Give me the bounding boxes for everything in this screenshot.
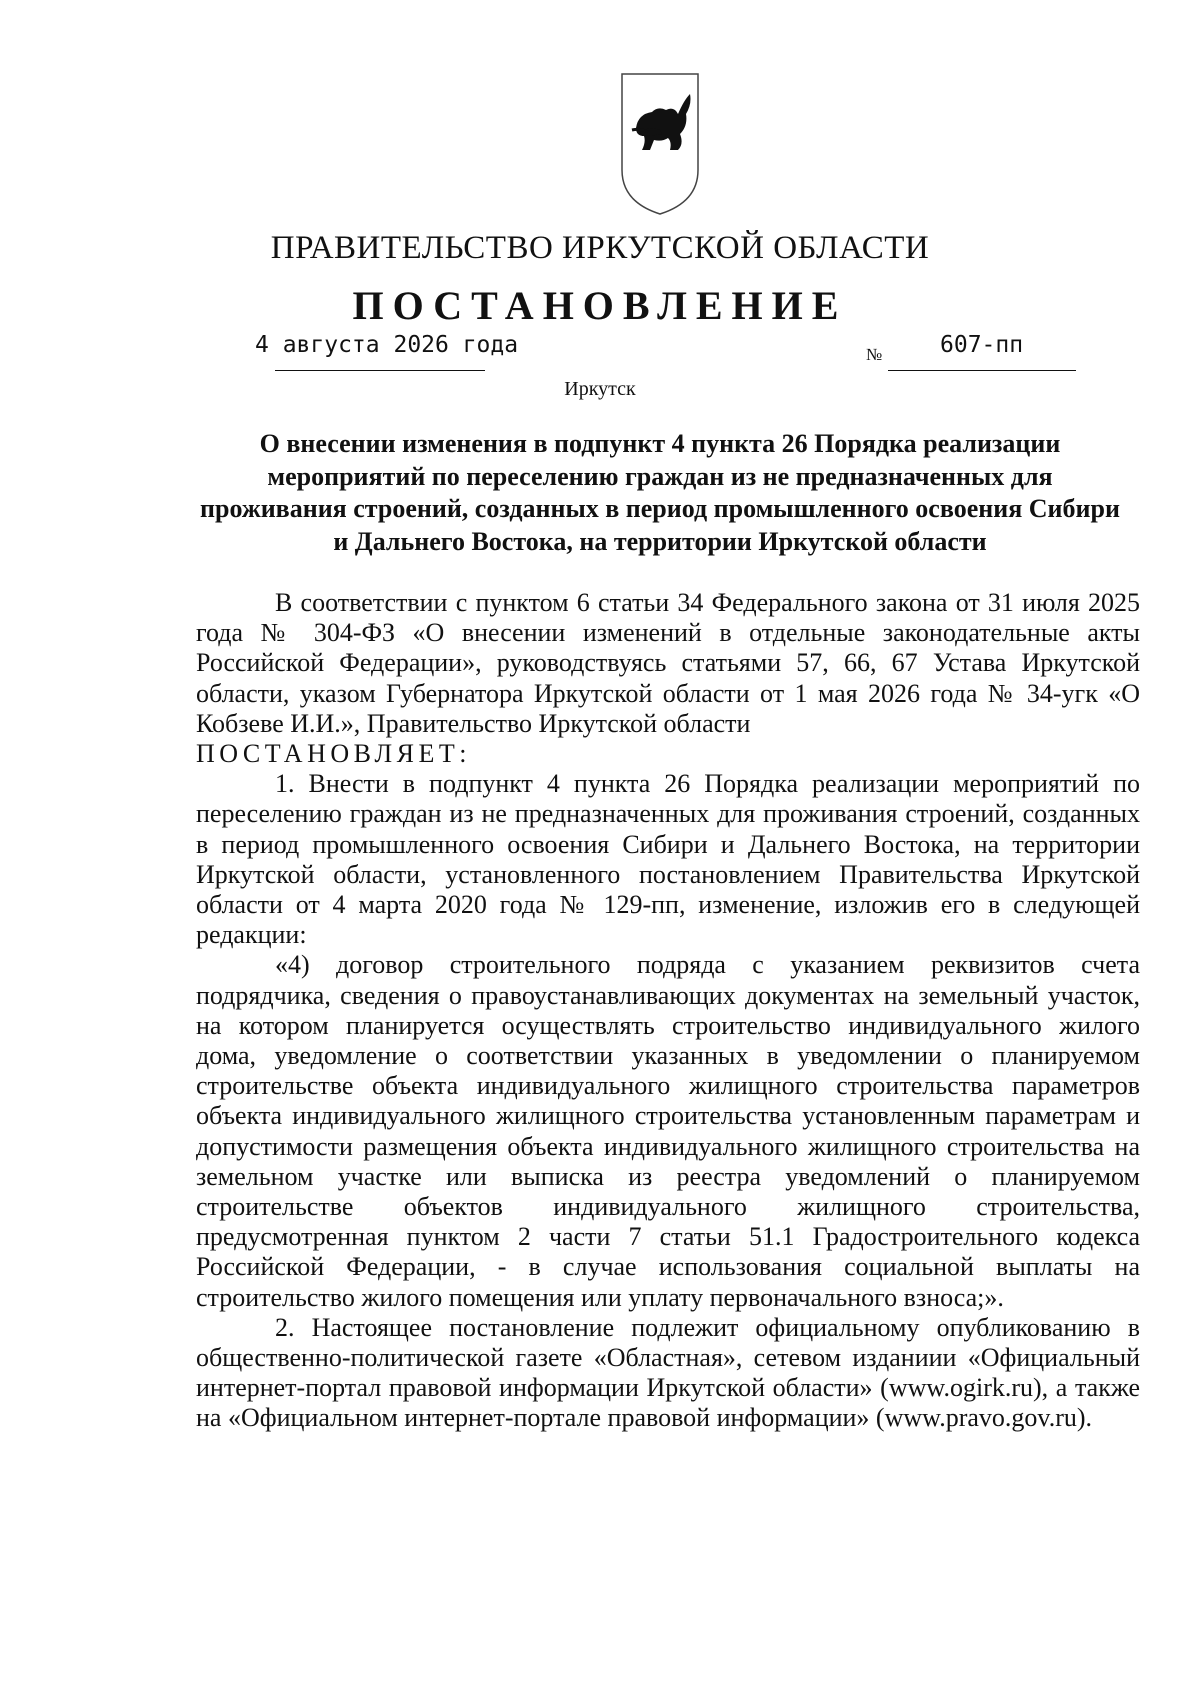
date-underline [275, 370, 485, 371]
document-city: Иркутск [564, 378, 636, 400]
quoted-amendment-paragraph: «4) договор строительного подряда с указанием реквизитов счета подрядчика, сведения о правоустанавливающих документах на земельный участок, на котором планируется осуществлять строительство индивидуального жилого дома, уведомление о соответствии указанных в уведомлении о планируемом строительстве объекта индивидуального жилищного строительства параметров объекта индивидуального жилищного строительства установленным параметрам и допустимости размещения объекта индивидуального жилищного строительства на земельном участке или выписка из реестра уведомлений о планируемом строительстве объектов индивидуального жилищного строительства, предусмотренная пунктом 2 части 7 статьи 51.1 Градостроительного кодекса Российской Федерации, - в случае использования социальной выплаты на строительство жилого помещения или уплату первоначального взноса;». [196, 950, 1140, 1312]
decree-word: ПОСТАНОВЛЯЕТ: [196, 739, 471, 769]
government-name: ПРАВИТЕЛЬСТВО ИРКУТСКОЙ ОБЛАСТИ [270, 230, 930, 266]
item-2-paragraph: 2. Настоящее постановление подлежит официальному опубликованию в общественно-политической газете «Областная», сетевом изданиии «Официальный интернет-портал правовой информации Иркутской области» (www.ogirk.ru), а также на «Официальном интернет-портале правовой информации» (www.pravo.gov.ru). [196, 1312, 1140, 1433]
document-number: 607-пп [940, 332, 1024, 358]
item-1-paragraph: 1. Внести в подпункт 4 пункта 26 Порядка реализации мероприятий по переселению граждан из не предназначенных для проживания строений, созданных в период промышленного освоения Сибири и Дальнего Востока, на территории Иркутской области, установленного постановлением Правительства Иркутской области от 4 марта 2020 года № 129-пп, изменение, изложив его в следующей редакции: [196, 769, 1140, 950]
irkutsk-coat-of-arms-icon [618, 70, 702, 218]
number-underline [888, 370, 1076, 371]
preamble-paragraph: В соответствии с пунктом 6 статьи 34 Федерального закона от 31 июля 2025 года № 304-ФЗ «О внесении изменений в отдельные законодательные акты Российской Федерации», руководствуясь статьями 57, 66, 67 Устава Иркутской области, указом Губернатора Иркутской области от 1 мая 2026 года № 34-угк «О Кобзеве И.И.», Правительство Иркутской области [196, 588, 1140, 738]
document-subject: О внесении изменения в подпункт 4 пункта 26 Порядка реализации мероприятий по переселению граждан из не предназначенных для проживания строений, созданных в период промышленного освоения Сибири и Дальнего Востока, на территории Иркутской области [200, 429, 1120, 556]
document-body [196, 588, 1140, 1434]
number-sign: № [866, 345, 883, 364]
document-date: 4 августа 2026 года [255, 332, 519, 358]
document-type-title: ПОСТАНОВЛЕНИЕ [352, 283, 848, 328]
